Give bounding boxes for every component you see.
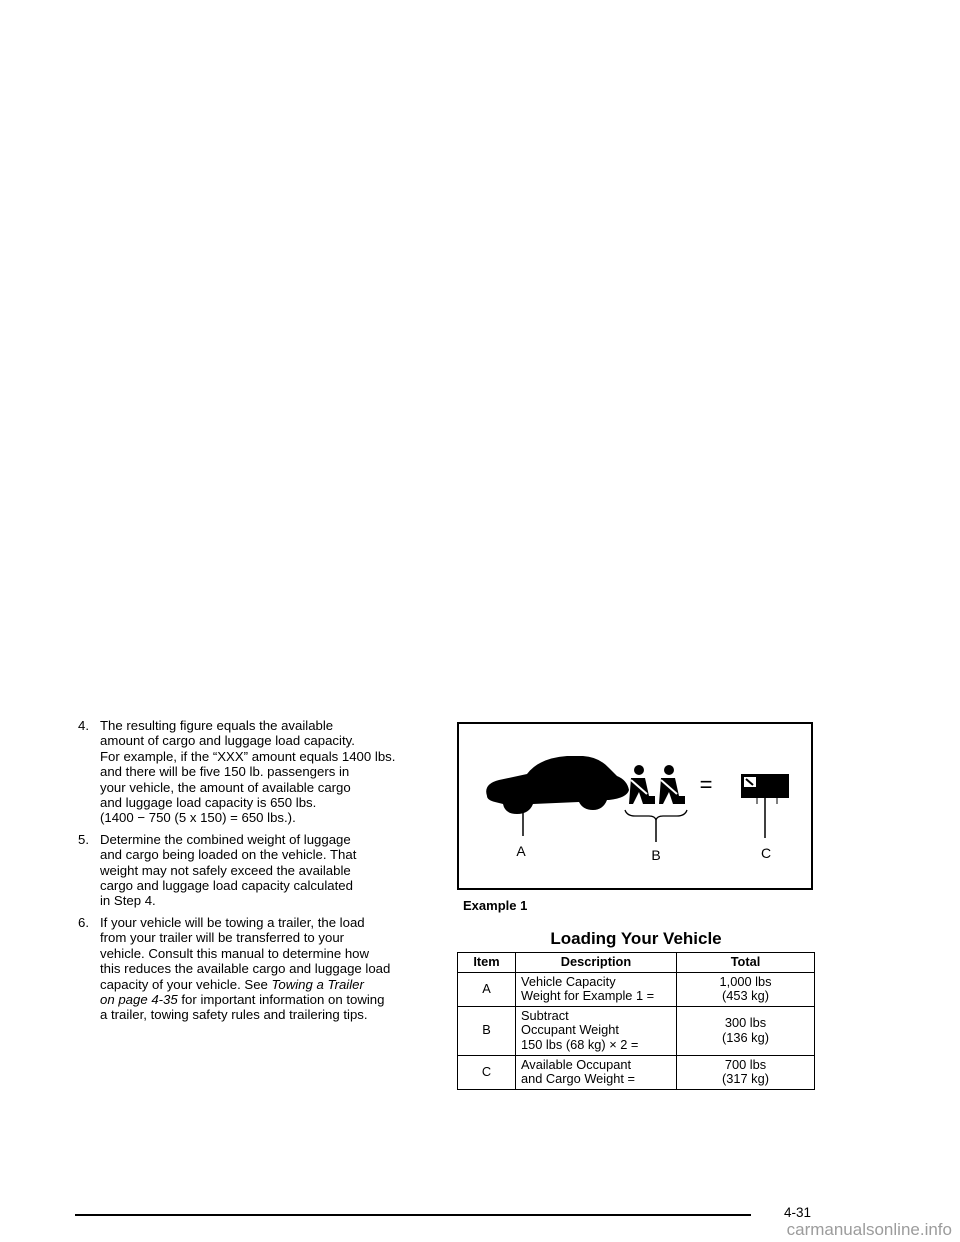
cell-total: 1,000 lbs (453 kg): [677, 972, 815, 1006]
minus-sign: −: [599, 772, 613, 797]
step-text: Determine the combined weight of luggage and cargo being loaded on the vehicle. That weight may not safely exceed the available cargo and luggage load capacity calculated in Step 4.: [100, 831, 357, 909]
table-row: [458, 972, 815, 1006]
footer-rule: [75, 1214, 751, 1216]
cell-description: Available Occupant and Cargo Weight =: [516, 1055, 677, 1089]
step-4: [78, 718, 438, 826]
table-row: [458, 1055, 815, 1089]
cell-total: 300 lbs (136 kg): [677, 1006, 815, 1055]
instruction-steps: [78, 718, 438, 1029]
header-description: Description: [516, 953, 677, 973]
cell-description: Subtract Occupant Weight 150 lbs (68 kg) × 2 =: [516, 1006, 677, 1055]
page-number: 4-31: [784, 1205, 812, 1220]
step-number: 5.: [78, 831, 89, 847]
step-5: [78, 832, 438, 909]
occupants-icon: [625, 765, 687, 842]
cell-description: Vehicle Capacity Weight for Example 1 =: [516, 972, 677, 1006]
label-b: B: [651, 847, 661, 863]
cell-total: 700 lbs (317 kg): [677, 1055, 815, 1089]
table-title: Loading Your Vehicle: [550, 929, 722, 948]
loading-example-figure: [457, 722, 813, 890]
cell-item: A: [458, 972, 516, 1006]
cross-reference-link[interactable]: Towing a Trailer on page 4-35: [100, 976, 364, 1007]
step-6: [78, 915, 438, 1023]
loading-table: [457, 952, 815, 1090]
table-header-row: [458, 953, 815, 973]
header-total: Total: [677, 953, 815, 973]
watermark: carmanualsonline.info: [786, 1220, 952, 1239]
figure-illustration: [459, 724, 815, 892]
label-a: A: [516, 843, 526, 859]
header-item: Item: [458, 953, 516, 973]
cargo-icon: [741, 774, 789, 838]
step-text: [100, 915, 438, 1023]
cell-item: C: [458, 1055, 516, 1089]
table-row: [458, 1006, 815, 1055]
step-text-after: for important information on towing a trailer, towing safety rules and trailering tips.: [100, 991, 385, 1023]
step-number: 6.: [78, 914, 89, 930]
step-text: The resulting figure equals the available amount of cargo and luggage load capacity. For example, if the “XXX” amount equals 1400 lbs. and there will be five 150 lb. passengers in your vehicle, the amount of available cargo and luggage load capacity is 650 lbs. (1400 − 750 (5 x 150) = 650 lbs.).: [100, 718, 396, 826]
cell-item: B: [458, 1006, 516, 1055]
step-text-before: If your vehicle will be towing a trailer, the load from your trailer will be transferred to your vehicle. Consult this manual to determine how this reduces the available cargo and luggage load capacity of your vehicle. See: [100, 914, 391, 992]
figure-caption: Example 1: [463, 898, 528, 913]
equals-sign: =: [699, 772, 713, 797]
step-number: 4.: [78, 718, 89, 733]
label-c: C: [760, 845, 772, 861]
